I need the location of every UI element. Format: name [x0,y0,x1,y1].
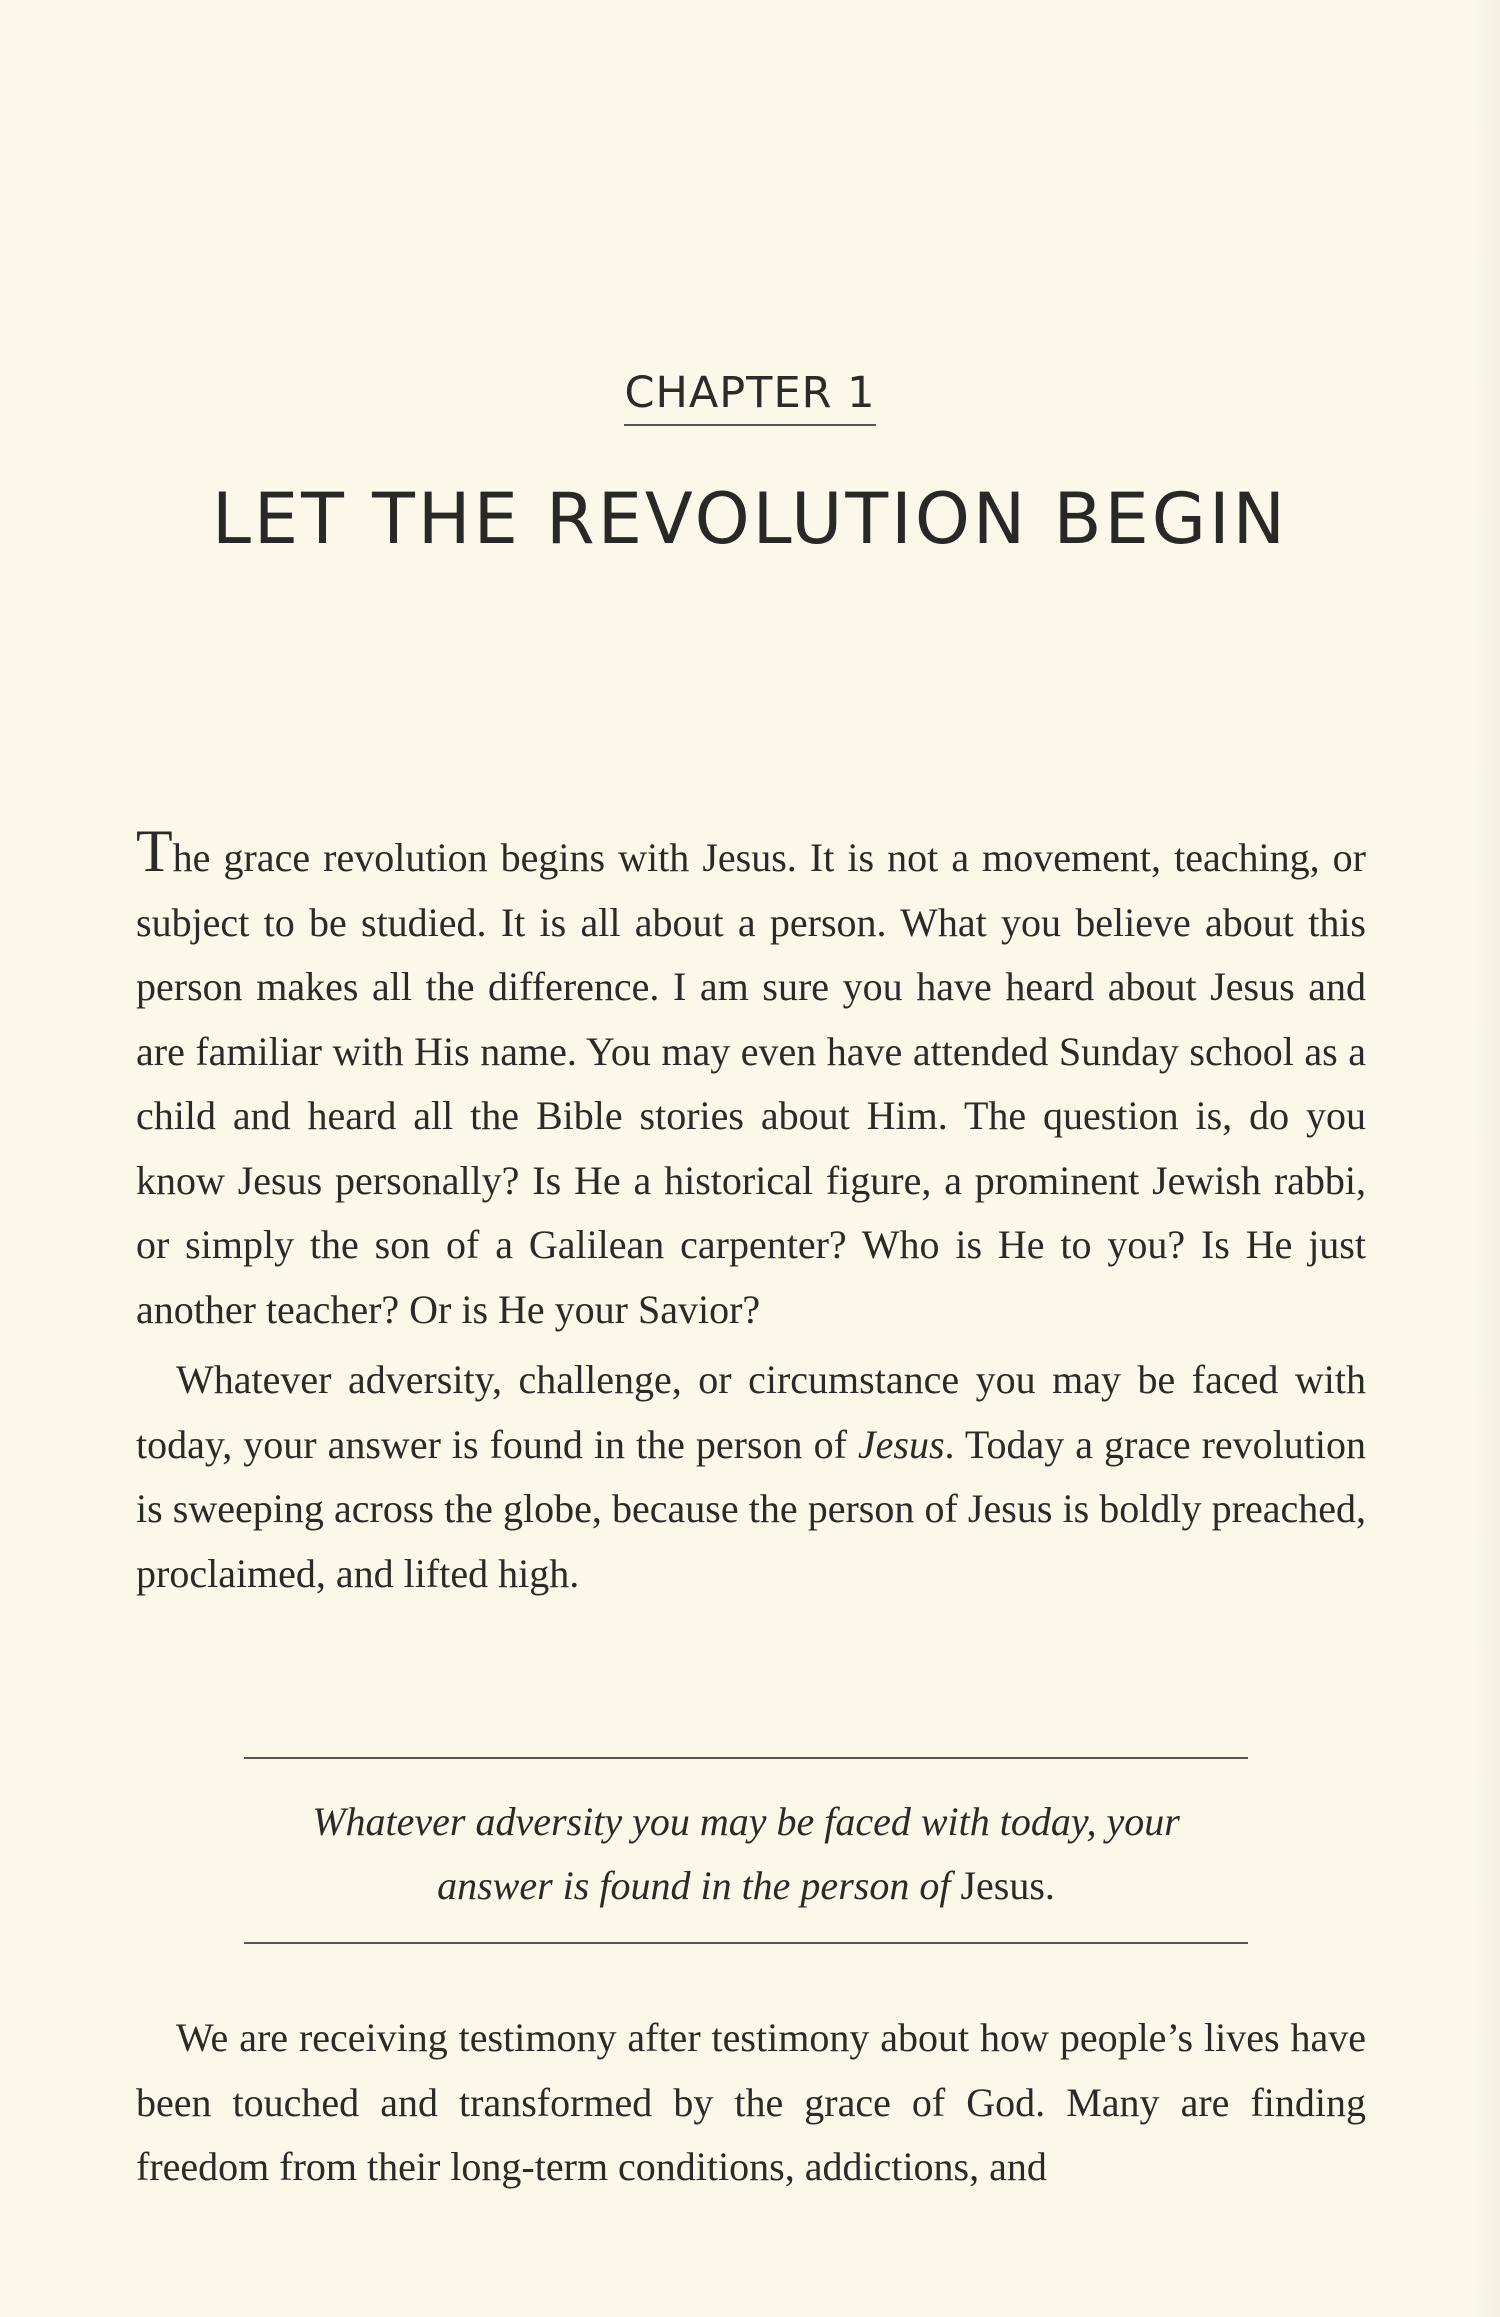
paragraph-2-text-b: . Today a grace revolution is sweeping across the globe, because the person of Jesus is boldly preached, proclaimed, and lifted high. [136,1421,1367,1596]
body-text-block [136,818,1367,1606]
pull-quote-line-2 [244,1854,1248,1918]
paragraph-2-emphasis: Jesus [857,1421,945,1467]
pull-quote-line-2-roman: Jesus. [960,1863,1055,1908]
paragraph-1 [136,818,1366,1342]
pull-quote-rule-top [244,1757,1248,1759]
pull-quote-rule-bottom [244,1942,1248,1944]
paragraph-2-text-a: Whatever adversity, challenge, or circumstance you may be faced with today, your answer is found in the person of [136,1357,1366,1467]
paragraph-2 [136,1348,1366,1606]
pull-quote-line-1: Whatever adversity you may be faced with today, your [312,1799,1180,1844]
chapter-label [0,368,1500,426]
pull-quote [244,1790,1248,1918]
page-edge-shadow [1474,0,1500,2317]
chapter-label-text: CHAPTER 1 [624,368,875,426]
paragraph-3: We are receiving testimony after testimony about how people’s lives have been touched and transformed by the grace of God. Many are finding freedom from their long-term conditions, addictions, and [136,2015,1366,2189]
drop-initial: T [136,818,173,884]
paragraph-1-text: he grace revolution begins with Jesus. It is not a movement, teaching, or subject to be studied. It is all about a person. What you believe about this person makes all the difference. I am sure you have heard about Jesus and are familiar with His name. You may even have attended Sunday school as a child and heard all the Bible stories about Him. The question is, do you know Jesus personally? Is He a historical figure, a prominent Jewish rabbi, or simply the son of a Galilean carpenter? Who is He to you? Is He just another teacher? Or is He your Savior? [136,835,1366,1332]
chapter-title: LET THE REVOLUTION BEGIN [211,478,1289,560]
pull-quote-line-2-italic: answer is found in the person of [437,1863,961,1908]
